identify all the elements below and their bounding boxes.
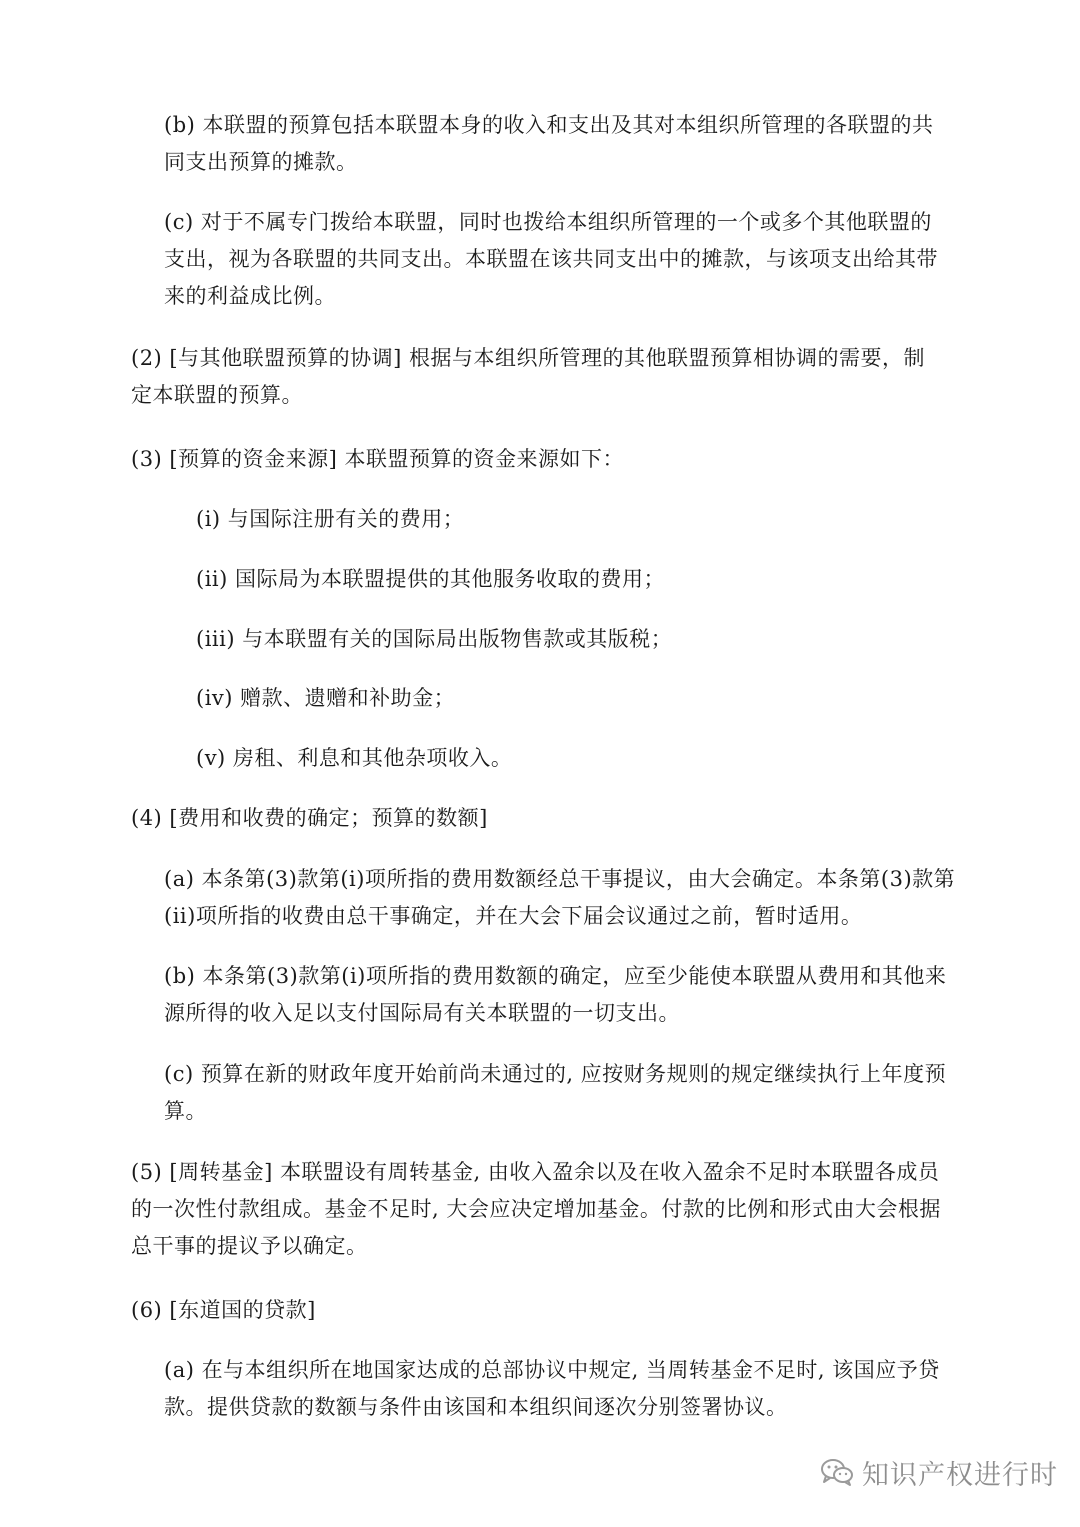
paragraph-4 [131,800,488,837]
paragraph-5 [131,1154,941,1265]
paragraph-6 [131,1292,316,1329]
text-line: 支出，视为各联盟的共同支出。本联盟在该共同支出中的摊款，与该项支出给其带 [164,247,938,271]
text-line: 同支出预算的摊款。 [164,150,358,174]
text-line: (c) 预算在新的财政年度开始前尚未通过的, 应按财务规则的规定继续执行上年度预 [164,1062,947,1086]
wechat-icon [820,1457,854,1487]
paragraph-4a [164,861,955,935]
text-line: 定本联盟的预算。 [131,383,303,407]
paragraph-1b [164,107,934,181]
text-line: 的一次性付款组成。基金不足时, 大会应决定增加基金。付款的比例和形式由大会根据 [131,1197,941,1221]
text-line: (b) 本条第(3)款第(i)项所指的费用数额的确定，应至少能使本联盟从费用和其他来 [164,964,947,988]
text-line: (ii) 国际局为本联盟提供的其他服务收取的费用； [196,567,665,591]
text-line: (i) 与国际注册有关的费用； [196,507,465,531]
paragraph-3iii [196,621,672,658]
text-line: 款。提供贷款的数额与条件由该国和本组织间逐次分别签署协议。 [164,1395,788,1419]
text-line: (a) 在与本组织所在地国家达成的总部协议中规定, 当周转基金不足时, 该国应予贷 [164,1358,940,1382]
paragraph-1c [164,204,938,315]
paragraph-3i [196,501,464,538]
text-line: 来的利益成比例。 [164,284,336,308]
text-line: (v) 房租、利息和其他杂项收入。 [196,746,513,770]
paragraph-3v [196,740,512,777]
text-line: (a) 本条第(3)款第(i)项所指的费用数额经总干事提议，由大会确定。本条第(3)款第 [164,867,956,891]
text-line: (b) 本联盟的预算包括本联盟本身的收入和支出及其对本组织所管理的各联盟的共 [164,113,934,137]
watermark-text: 知识产权进行时 [862,1459,1058,1491]
text-line: 算。 [164,1099,207,1123]
text-line: (c) 对于不属专门拨给本联盟，同时也拨给本组织所管理的一个或多个其他联盟的 [164,210,932,234]
text-line: (2) [与其他联盟预算的协调] 根据与本组织所管理的其他联盟预算相协调的需要，制 [131,346,925,370]
text-line: (ii)项所指的收费由总干事确定，并在大会下届会议通过之前，暂时适用。 [164,904,863,928]
paragraph-2 [131,340,925,414]
text-line: (6) [东道国的贷款] [131,1298,316,1322]
paragraph-6a [164,1352,940,1426]
paragraph-3ii [196,561,665,598]
text-line: (iii) 与本联盟有关的国际局出版物售款或其版税； [196,627,673,651]
text-line: (5) [周转基金] 本联盟设有周转基金, 由收入盈余以及在收入盈余不足时本联盟各成员 [131,1160,940,1184]
watermark [820,1452,1058,1492]
paragraph-4b [164,958,946,1032]
text-line: (3) [预算的资金来源] 本联盟预算的资金来源如下： [131,447,624,471]
paragraph-3 [131,441,624,478]
text-line: (4) [费用和收费的确定；预算的数额] [131,806,488,830]
text-line: 总干事的提议予以确定。 [131,1234,368,1258]
paragraph-3iv [196,680,455,717]
text-line: 源所得的收入足以支付国际局有关本联盟的一切支出。 [164,1001,680,1025]
text-line: (iv) 赠款、遗赠和补助金； [196,686,456,710]
paragraph-4c [164,1056,946,1130]
